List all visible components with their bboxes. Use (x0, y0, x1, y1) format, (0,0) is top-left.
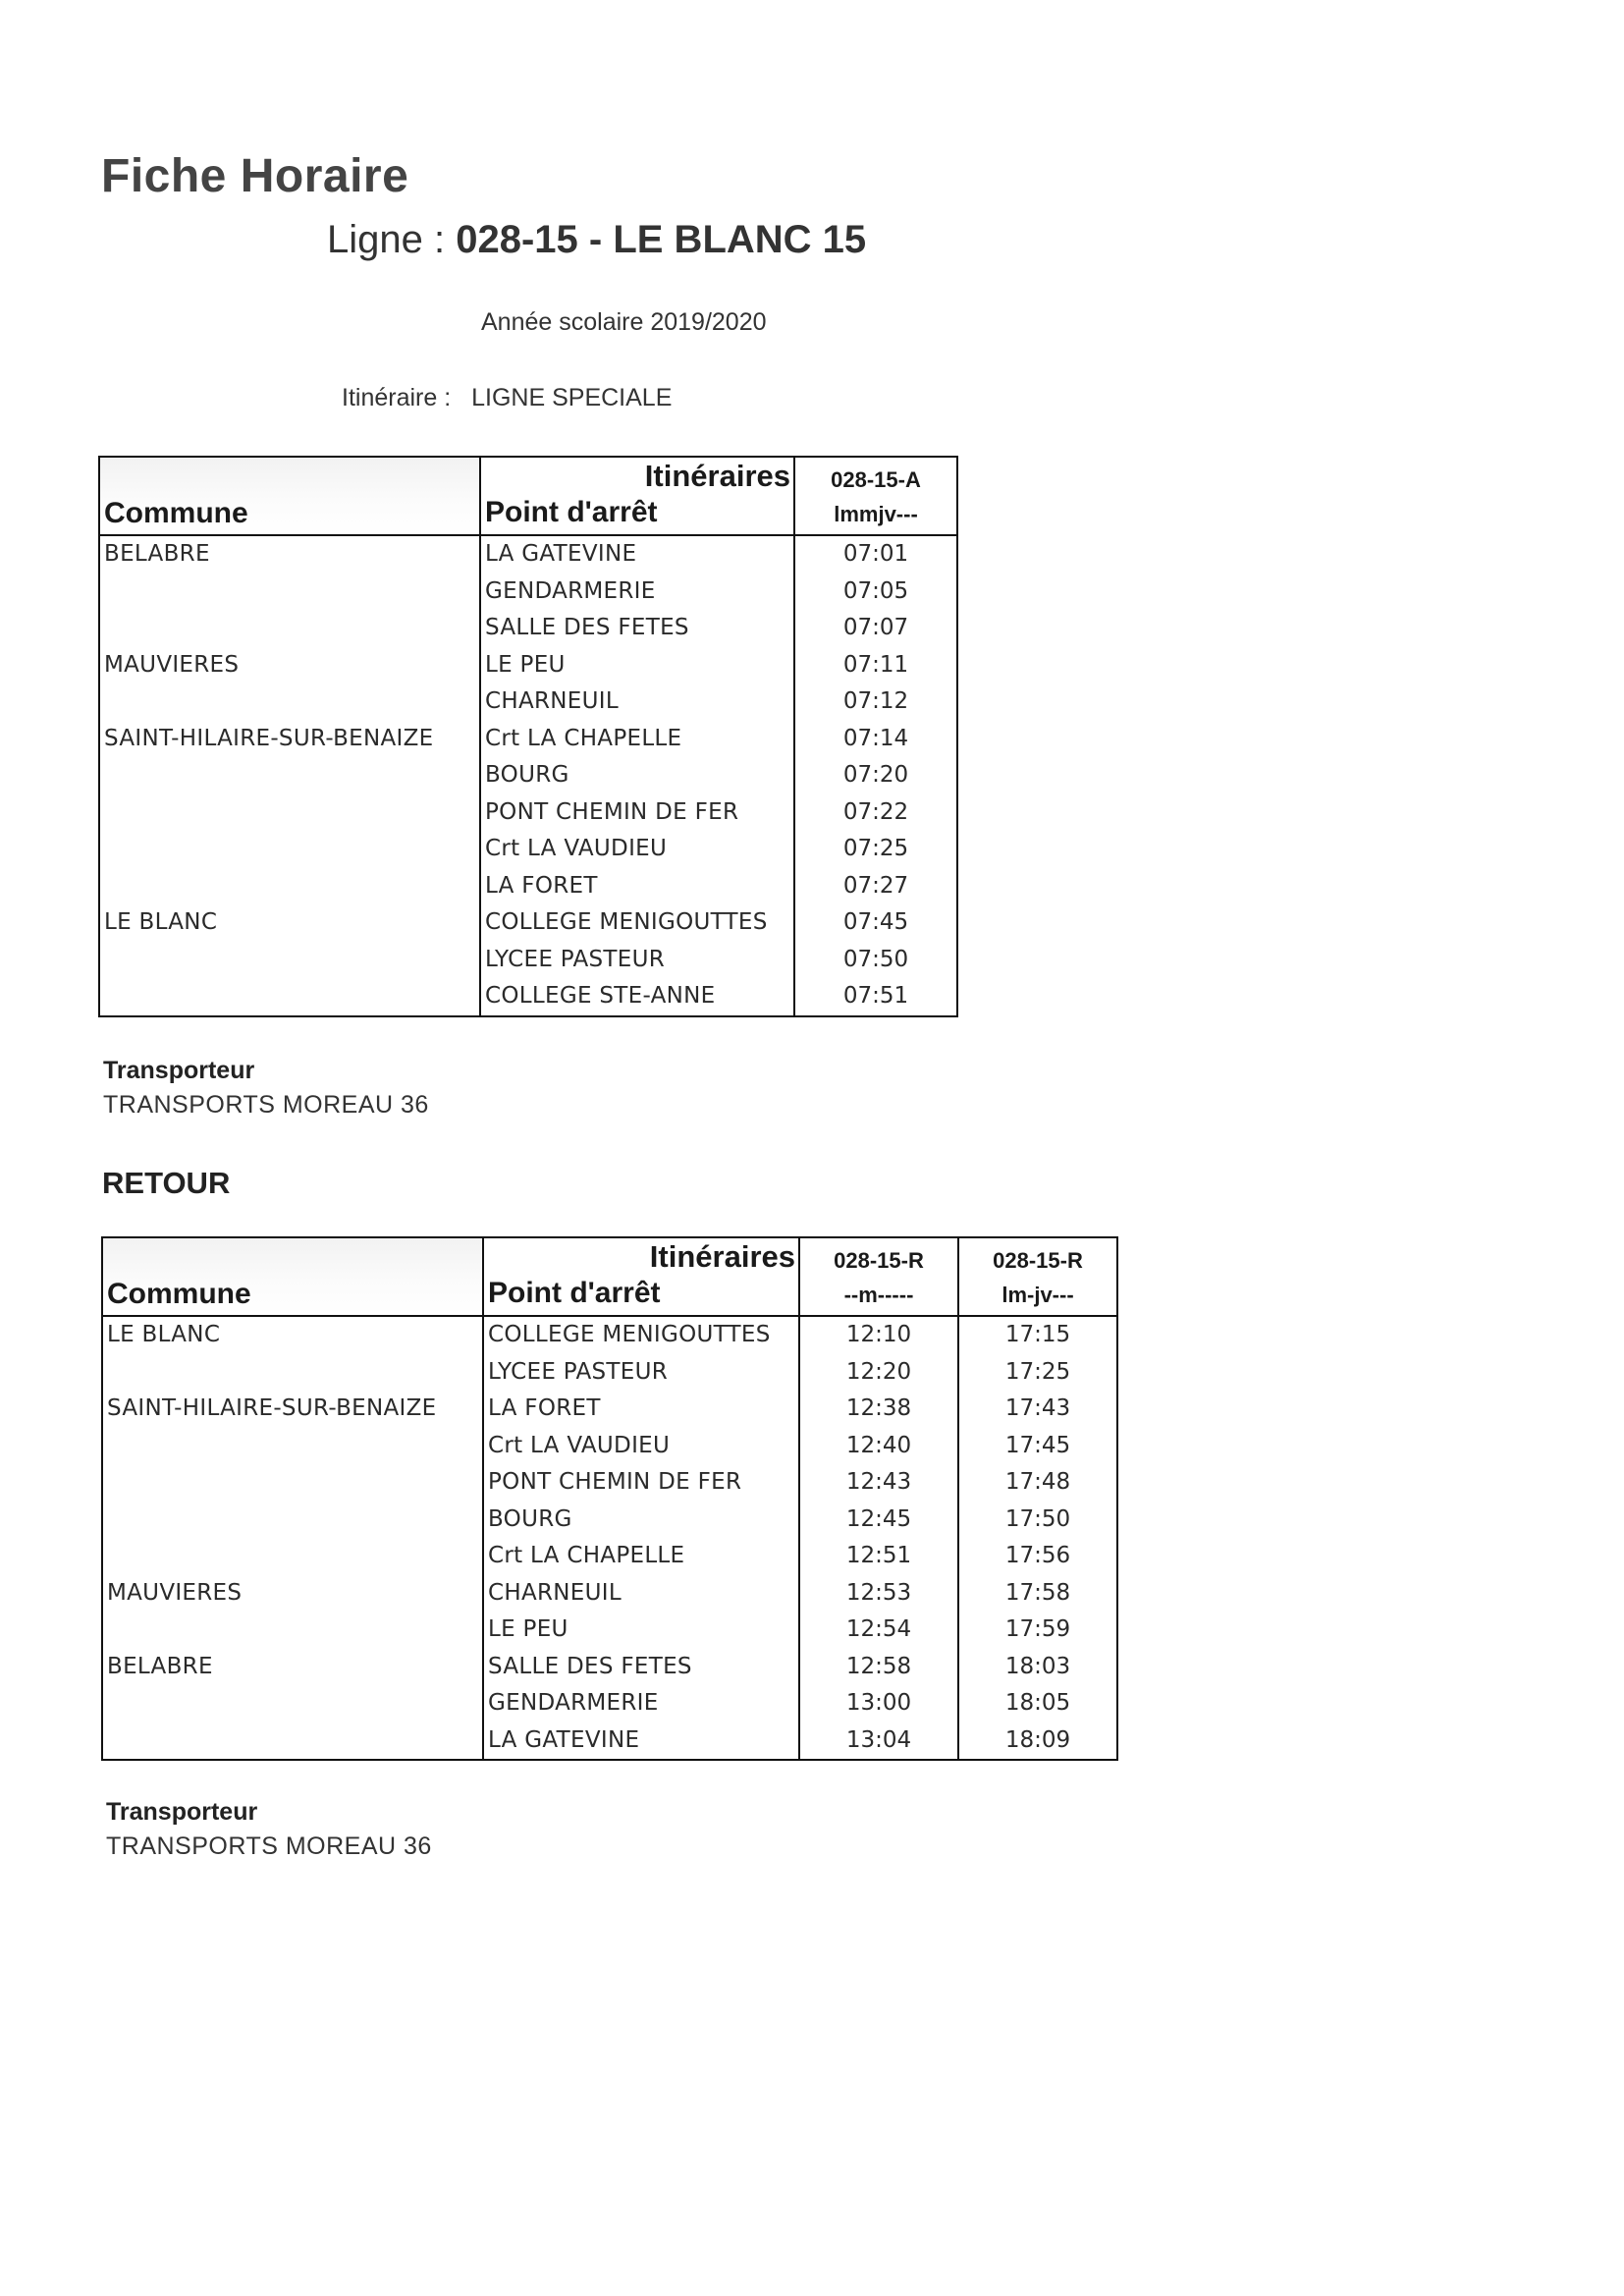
stop-cell: BOURG (480, 757, 794, 794)
time-cell: 07:14 (794, 721, 957, 758)
itinerary-value: LIGNE SPECIALE (471, 384, 673, 411)
stop-cell: Crt LA VAUDIEU (483, 1428, 799, 1465)
stop-cell: LA GATEVINE (483, 1722, 799, 1761)
stop-cell: LE PEU (483, 1612, 799, 1649)
time-cell: 12:40 (799, 1428, 958, 1465)
table-row (102, 1391, 1117, 1428)
table-row (102, 1354, 1117, 1392)
table-row (102, 1685, 1117, 1722)
course-code: 028-15-R (834, 1248, 924, 1273)
time-cell: 07:22 (794, 794, 957, 832)
table-row (102, 1575, 1117, 1613)
commune-cell: LE BLANC (102, 1316, 483, 1354)
time-cell: 07:45 (794, 904, 957, 942)
stop-cell: LA FORET (483, 1391, 799, 1428)
stop-cell: LYCEE PASTEUR (483, 1354, 799, 1392)
commune-cell (99, 683, 480, 721)
retour-table-body (102, 1316, 1117, 1760)
time-cell: 17:43 (958, 1391, 1117, 1428)
commune-cell (99, 574, 480, 611)
stop-cell: Crt LA CHAPELLE (483, 1538, 799, 1575)
carrier-name: TRANSPORTS MOREAU 36 (106, 1832, 432, 1860)
time-cell: 13:00 (799, 1685, 958, 1722)
time-cell: 13:04 (799, 1722, 958, 1761)
time-cell: 12:20 (799, 1354, 958, 1392)
stop-cell: LA GATEVINE (480, 535, 794, 574)
commune-cell (99, 610, 480, 647)
aller-schedule-table (98, 456, 958, 1017)
line-heading (327, 218, 866, 262)
time-cell: 07:05 (794, 574, 957, 611)
time-cell: 07:11 (794, 647, 957, 684)
commune-cell (102, 1685, 483, 1722)
page-title: Fiche Horaire (101, 150, 409, 202)
stop-cell: COLLEGE MENIGOUTTES (480, 904, 794, 942)
time-cell: 17:50 (958, 1502, 1117, 1539)
time-cell: 17:56 (958, 1538, 1117, 1575)
commune-cell (99, 757, 480, 794)
commune-cell: SAINT-HILAIRE-SUR-BENAIZE (99, 721, 480, 758)
commune-cell (99, 794, 480, 832)
table-row (102, 1612, 1117, 1649)
carrier-label: Transporteur (103, 1057, 255, 1084)
course-code: 028-15-A (831, 467, 921, 492)
commune-cell (102, 1428, 483, 1465)
table-row (102, 1428, 1117, 1465)
stop-cell: LYCEE PASTEUR (480, 942, 794, 979)
course-days: lmmjv--- (834, 502, 918, 526)
time-cell: 17:25 (958, 1354, 1117, 1392)
commune-cell: SAINT-HILAIRE-SUR-BENAIZE (102, 1391, 483, 1428)
table-row (99, 868, 957, 905)
table-row (102, 1722, 1117, 1761)
commune-column-header: Commune (102, 1237, 483, 1316)
course-days: --m----- (843, 1283, 914, 1307)
time-cell: 18:05 (958, 1685, 1117, 1722)
time-cell: 12:43 (799, 1464, 958, 1502)
stop-cell: CHARNEUIL (480, 683, 794, 721)
time-cell: 12:10 (799, 1316, 958, 1354)
time-cell: 17:58 (958, 1575, 1117, 1613)
stop-column-header (480, 457, 794, 535)
commune-cell: LE BLANC (99, 904, 480, 942)
stop-cell: COLLEGE STE-ANNE (480, 978, 794, 1016)
carrier-name: TRANSPORTS MOREAU 36 (103, 1091, 429, 1119)
time-cell: 17:59 (958, 1612, 1117, 1649)
table-row (99, 647, 957, 684)
point-arret-label: Point d'arrêt (488, 1277, 661, 1309)
carrier-label: Transporteur (106, 1798, 258, 1826)
stop-cell: GENDARMERIE (483, 1685, 799, 1722)
stop-cell: BOURG (483, 1502, 799, 1539)
commune-cell (99, 831, 480, 868)
itineraires-label: Itinéraires (649, 1239, 795, 1274)
commune-column-header: Commune (99, 457, 480, 535)
stop-cell: SALLE DES FETES (483, 1649, 799, 1686)
time-cell: 07:51 (794, 978, 957, 1016)
course-column-header (794, 457, 957, 535)
commune-cell (102, 1538, 483, 1575)
table-row (102, 1464, 1117, 1502)
stop-cell: PONT CHEMIN DE FER (480, 794, 794, 832)
line-label: Ligne : (327, 218, 446, 261)
commune-cell (99, 868, 480, 905)
time-cell: 12:45 (799, 1502, 958, 1539)
stop-cell: PONT CHEMIN DE FER (483, 1464, 799, 1502)
commune-cell (102, 1722, 483, 1761)
course-days: lm-jv--- (1001, 1283, 1074, 1307)
time-cell: 18:03 (958, 1649, 1117, 1686)
commune-cell: MAUVIERES (102, 1575, 483, 1613)
table-row (102, 1649, 1117, 1686)
course-column-header (799, 1237, 958, 1316)
stop-cell: GENDARMERIE (480, 574, 794, 611)
time-cell: 12:38 (799, 1391, 958, 1428)
table-row (102, 1502, 1117, 1539)
stop-cell: SALLE DES FETES (480, 610, 794, 647)
time-cell: 12:54 (799, 1612, 958, 1649)
time-cell: 07:20 (794, 757, 957, 794)
commune-cell (99, 978, 480, 1016)
aller-table-body (99, 535, 957, 1016)
time-cell: 12:51 (799, 1538, 958, 1575)
commune-cell (99, 942, 480, 979)
time-cell: 12:53 (799, 1575, 958, 1613)
retour-section-title: RETOUR (102, 1166, 231, 1200)
table-row (99, 574, 957, 611)
table-header-row (102, 1237, 1117, 1316)
stop-cell: Crt LA CHAPELLE (480, 721, 794, 758)
stop-cell: Crt LA VAUDIEU (480, 831, 794, 868)
table-row (99, 942, 957, 979)
table-row (99, 683, 957, 721)
table-row (99, 721, 957, 758)
itineraires-label: Itinéraires (644, 459, 790, 493)
stop-cell: COLLEGE MENIGOUTTES (483, 1316, 799, 1354)
table-row (99, 794, 957, 832)
course-code: 028-15-R (993, 1248, 1083, 1273)
commune-cell: BELABRE (102, 1649, 483, 1686)
stop-cell: LA FORET (480, 868, 794, 905)
table-row (102, 1538, 1117, 1575)
point-arret-label: Point d'arrêt (485, 496, 658, 528)
commune-cell: MAUVIERES (99, 647, 480, 684)
table-row (99, 831, 957, 868)
time-cell: 17:15 (958, 1316, 1117, 1354)
stop-column-header (483, 1237, 799, 1316)
itinerary-info (342, 384, 672, 412)
itinerary-label: Itinéraire : (342, 384, 452, 411)
commune-cell: BELABRE (99, 535, 480, 574)
table-row (99, 978, 957, 1016)
stop-cell: CHARNEUIL (483, 1575, 799, 1613)
table-row (102, 1316, 1117, 1354)
time-cell: 12:58 (799, 1649, 958, 1686)
time-cell: 07:27 (794, 868, 957, 905)
table-row (99, 757, 957, 794)
time-cell: 17:48 (958, 1464, 1117, 1502)
school-year: Année scolaire 2019/2020 (481, 308, 767, 336)
commune-cell (102, 1464, 483, 1502)
time-cell: 07:50 (794, 942, 957, 979)
time-cell: 07:01 (794, 535, 957, 574)
table-row (99, 904, 957, 942)
commune-cell (102, 1502, 483, 1539)
stop-cell: LE PEU (480, 647, 794, 684)
commune-cell (102, 1612, 483, 1649)
time-cell: 07:12 (794, 683, 957, 721)
time-cell: 07:07 (794, 610, 957, 647)
course-column-header (958, 1237, 1117, 1316)
line-value: 028-15 - LE BLANC 15 (456, 218, 867, 261)
time-cell: 07:25 (794, 831, 957, 868)
time-cell: 17:45 (958, 1428, 1117, 1465)
table-header-row (99, 457, 957, 535)
commune-cell (102, 1354, 483, 1392)
table-row (99, 535, 957, 574)
time-cell: 18:09 (958, 1722, 1117, 1761)
table-row (99, 610, 957, 647)
retour-schedule-table (101, 1236, 1118, 1761)
